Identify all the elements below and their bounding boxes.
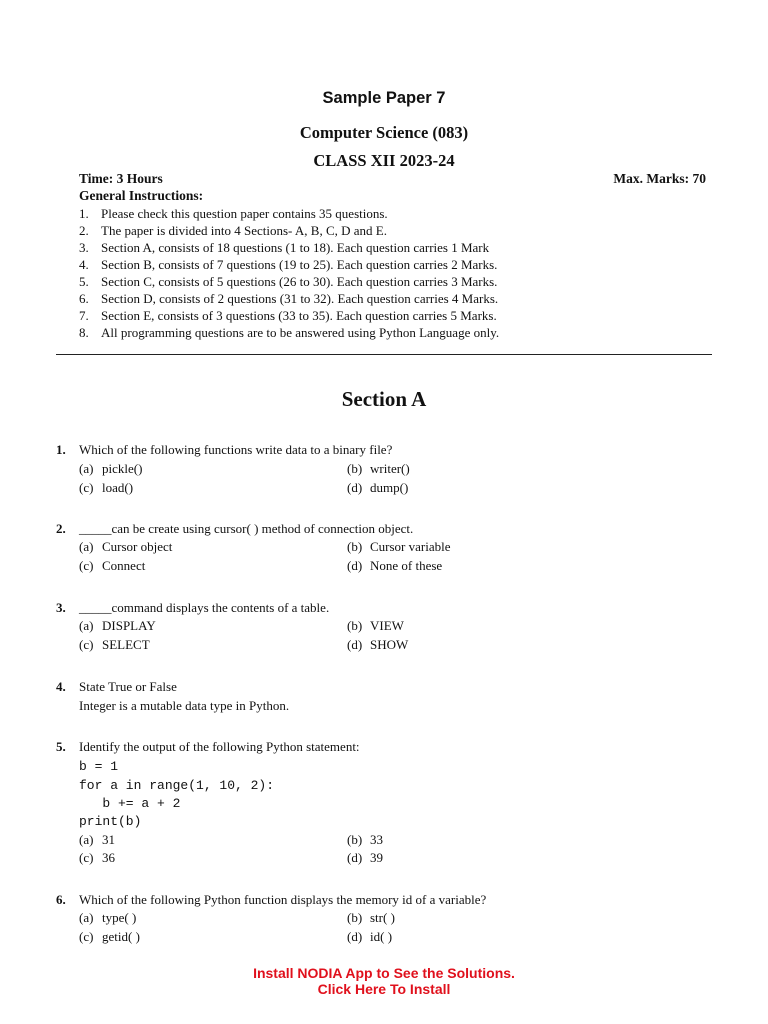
- option-text: Connect: [102, 558, 146, 573]
- code-line: for a in range(1, 10, 2):: [79, 778, 275, 793]
- instruction-text: The paper is divided into 4 Sections- A, B, C, D and E.: [101, 223, 387, 238]
- option-text: 33: [370, 832, 383, 847]
- option-text: 31: [102, 832, 115, 847]
- option-label: (d): [347, 480, 363, 495]
- option-text: Cursor object: [102, 539, 173, 554]
- option-text: pickle(): [102, 461, 143, 476]
- question-number: 2.: [56, 521, 66, 536]
- code-line: b = 1: [79, 759, 119, 774]
- option-label: (c): [79, 480, 94, 495]
- instruction-item: [79, 290, 499, 307]
- option-c: [79, 929, 140, 945]
- option-label: (d): [347, 637, 363, 652]
- instruction-text: Section E, consists of 3 questions (33 to 35). Each question carries 5 Marks.: [101, 308, 497, 323]
- option-label: (c): [79, 637, 94, 652]
- instruction-number: 3.: [79, 240, 89, 255]
- instruction-item: [79, 205, 499, 222]
- option-label: (a): [79, 539, 94, 554]
- header-divider: [56, 354, 712, 355]
- option-label: (c): [79, 558, 94, 573]
- question-text: Which of the following functions write data to a binary file?: [79, 442, 393, 457]
- instruction-text: Section A, consists of 18 questions (1 to 18). Each question carries 1 Mark: [101, 240, 490, 255]
- install-app-text[interactable]: Install NODIA App to See the Solutions.: [253, 965, 515, 981]
- code-line: print(b): [79, 814, 142, 829]
- option-label: (c): [79, 850, 94, 865]
- instruction-number: 5.: [79, 274, 89, 289]
- option-c: [79, 480, 133, 496]
- option-label: (c): [79, 929, 94, 944]
- option-a: [79, 461, 142, 477]
- option-d: [347, 480, 408, 496]
- code-line: b += a + 2: [79, 796, 181, 811]
- option-label: (b): [347, 539, 363, 554]
- option-d: [347, 850, 383, 866]
- instruction-number: 2.: [79, 223, 89, 238]
- option-text: 36: [102, 850, 115, 865]
- instruction-text: All programming questions are to be answered using Python Language only.: [101, 325, 500, 340]
- option-d: [347, 929, 392, 945]
- option-b: [347, 832, 383, 848]
- max-marks: Max. Marks: 70: [613, 171, 706, 186]
- instruction-item: [79, 273, 499, 290]
- option-label: (b): [347, 910, 363, 925]
- instruction-item: [79, 256, 499, 273]
- question-number: 3.: [56, 600, 66, 615]
- option-a: [79, 832, 115, 848]
- option-a: [79, 618, 156, 634]
- question-number: 6.: [56, 892, 66, 907]
- option-text: 39: [370, 850, 383, 865]
- option-a: [79, 910, 136, 926]
- subject-title: Computer Science (083): [299, 123, 469, 142]
- option-label: (b): [347, 618, 363, 633]
- option-d: [347, 558, 442, 574]
- instruction-item: [79, 324, 499, 341]
- install-app-banner[interactable]: [0, 965, 768, 997]
- question-text: State True or False: [79, 679, 177, 694]
- option-text: VIEW: [370, 618, 404, 633]
- time-allowed: Time: 3 Hours: [79, 171, 163, 186]
- instructions-list: [79, 205, 499, 341]
- option-d: [347, 637, 408, 653]
- option-label: (b): [347, 461, 363, 476]
- instructions-heading: General Instructions:: [79, 188, 204, 203]
- option-label: (d): [347, 558, 363, 573]
- option-label: (b): [347, 832, 363, 847]
- question-statement: Integer is a mutable data type in Python.: [79, 698, 290, 713]
- install-link[interactable]: Click Here To Install: [317, 981, 451, 997]
- option-b: [347, 539, 451, 555]
- instruction-text: Please check this question paper contains 35 questions.: [101, 206, 388, 221]
- option-text: Cursor variable: [370, 539, 451, 554]
- instruction-item: [79, 307, 499, 324]
- instruction-number: 7.: [79, 308, 89, 323]
- option-c: [79, 637, 150, 653]
- instruction-item: [79, 239, 499, 256]
- instruction-number: 6.: [79, 291, 89, 306]
- question-text: _____command displays the contents of a table.: [79, 600, 330, 615]
- option-text: None of these: [370, 558, 443, 573]
- instruction-text: Section C, consists of 5 questions (26 to 30). Each question carries 3 Marks.: [101, 274, 498, 289]
- option-b: [347, 461, 410, 477]
- instruction-item: [79, 222, 499, 239]
- question-number: 4.: [56, 679, 66, 694]
- paper-title: Sample Paper 7: [322, 89, 446, 107]
- option-label: (d): [347, 929, 363, 944]
- option-c: [79, 558, 145, 574]
- option-label: (d): [347, 850, 363, 865]
- instruction-number: 4.: [79, 257, 89, 272]
- option-text: writer(): [370, 461, 410, 476]
- question-text: Which of the following Python function displays the memory id of a variable?: [79, 892, 487, 907]
- option-text: str( ): [370, 910, 395, 925]
- question-text: _____can be create using cursor( ) method of connection object.: [79, 521, 414, 536]
- option-text: getid( ): [102, 929, 140, 944]
- option-a: [79, 539, 172, 555]
- option-b: [347, 618, 404, 634]
- instruction-text: Section D, consists of 2 questions (31 to 32). Each question carries 4 Marks.: [101, 291, 499, 306]
- option-label: (a): [79, 618, 94, 633]
- option-text: SELECT: [102, 637, 150, 652]
- option-text: dump(): [370, 480, 409, 495]
- option-label: (a): [79, 832, 94, 847]
- question-number: 1.: [56, 442, 66, 457]
- option-c: [79, 850, 115, 866]
- option-text: type( ): [102, 910, 137, 925]
- class-title: CLASS XII 2023-24: [313, 151, 455, 170]
- section-heading: Section A: [341, 387, 427, 411]
- instruction-number: 1.: [79, 206, 89, 221]
- option-label: (a): [79, 461, 94, 476]
- option-text: id( ): [370, 929, 393, 944]
- option-label: (a): [79, 910, 94, 925]
- option-b: [347, 910, 395, 926]
- option-text: SHOW: [370, 637, 409, 652]
- question-number: 5.: [56, 739, 66, 754]
- instruction-text: Section B, consists of 7 questions (19 to 25). Each question carries 2 Marks.: [101, 257, 498, 272]
- option-text: load(): [102, 480, 134, 495]
- option-text: DISPLAY: [102, 618, 156, 633]
- question-text: Identify the output of the following Python statement:: [79, 739, 360, 754]
- instruction-number: 8.: [79, 325, 89, 340]
